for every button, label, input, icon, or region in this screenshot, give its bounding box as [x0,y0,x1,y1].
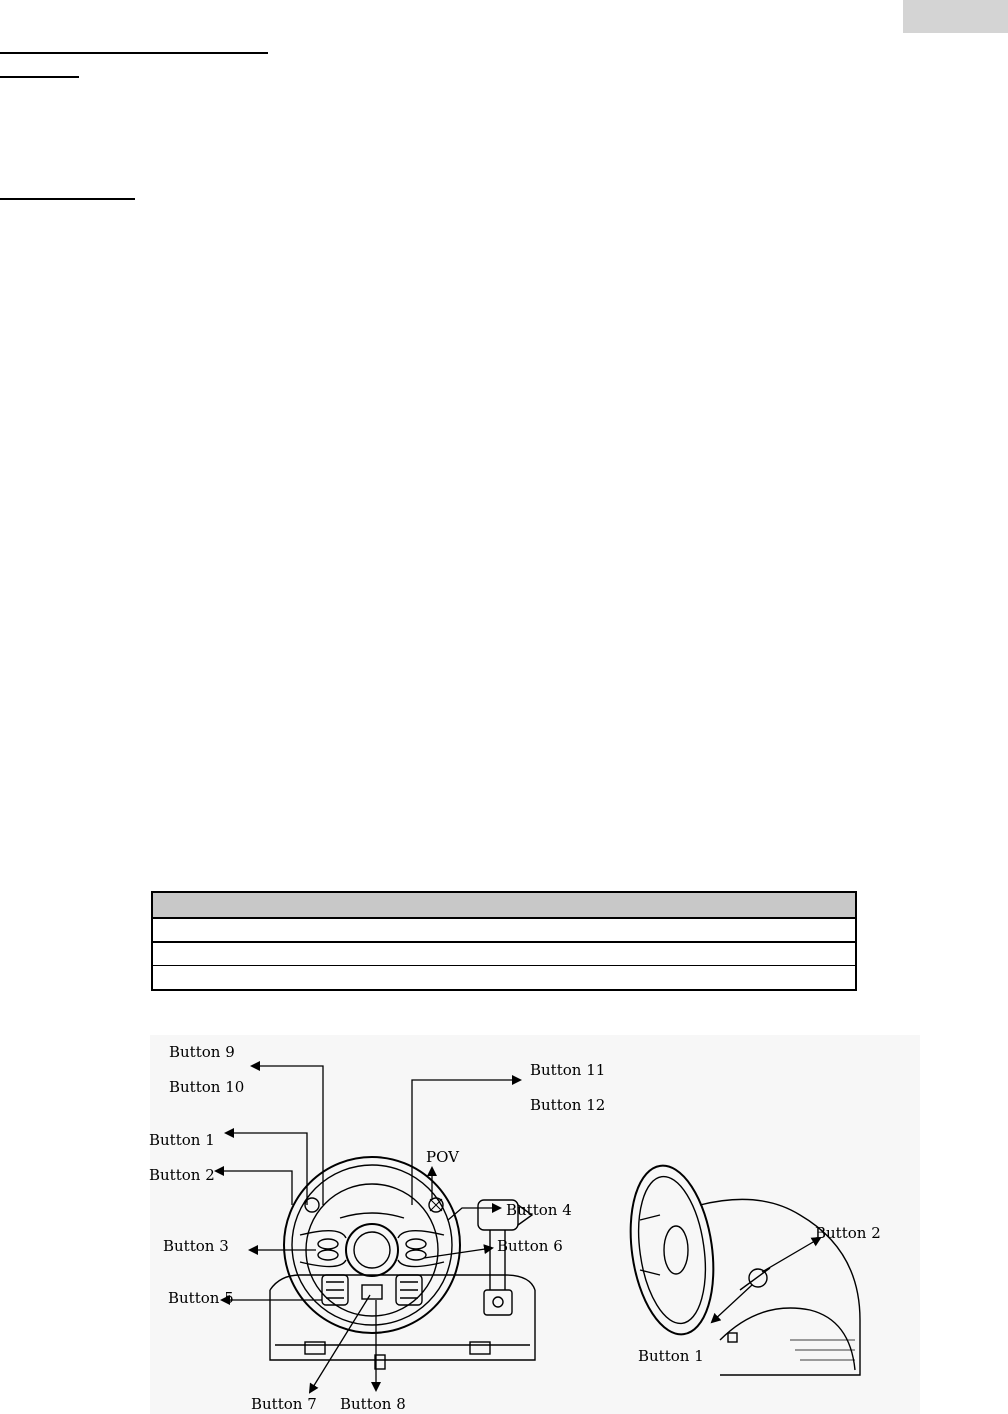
label-button-9: Button 9 [169,1043,235,1061]
label-button-8: Button 8 [340,1395,406,1413]
label-pov: POV [426,1148,459,1166]
label-button-3: Button 3 [163,1237,229,1255]
label-button-5: Button 5 [168,1289,234,1307]
label-button-2: Button 2 [149,1166,215,1184]
label-side-button-2: Button 2 [815,1224,881,1242]
label-button-12: Button 12 [530,1096,606,1114]
label-side-button-1: Button 1 [638,1347,704,1365]
label-button-10: Button 10 [169,1078,245,1096]
label-button-4: Button 4 [506,1201,572,1219]
label-button-7: Button 7 [251,1395,317,1413]
label-button-6: Button 6 [497,1237,563,1255]
label-button-11: Button 11 [530,1061,606,1079]
label-button-1: Button 1 [149,1131,215,1149]
